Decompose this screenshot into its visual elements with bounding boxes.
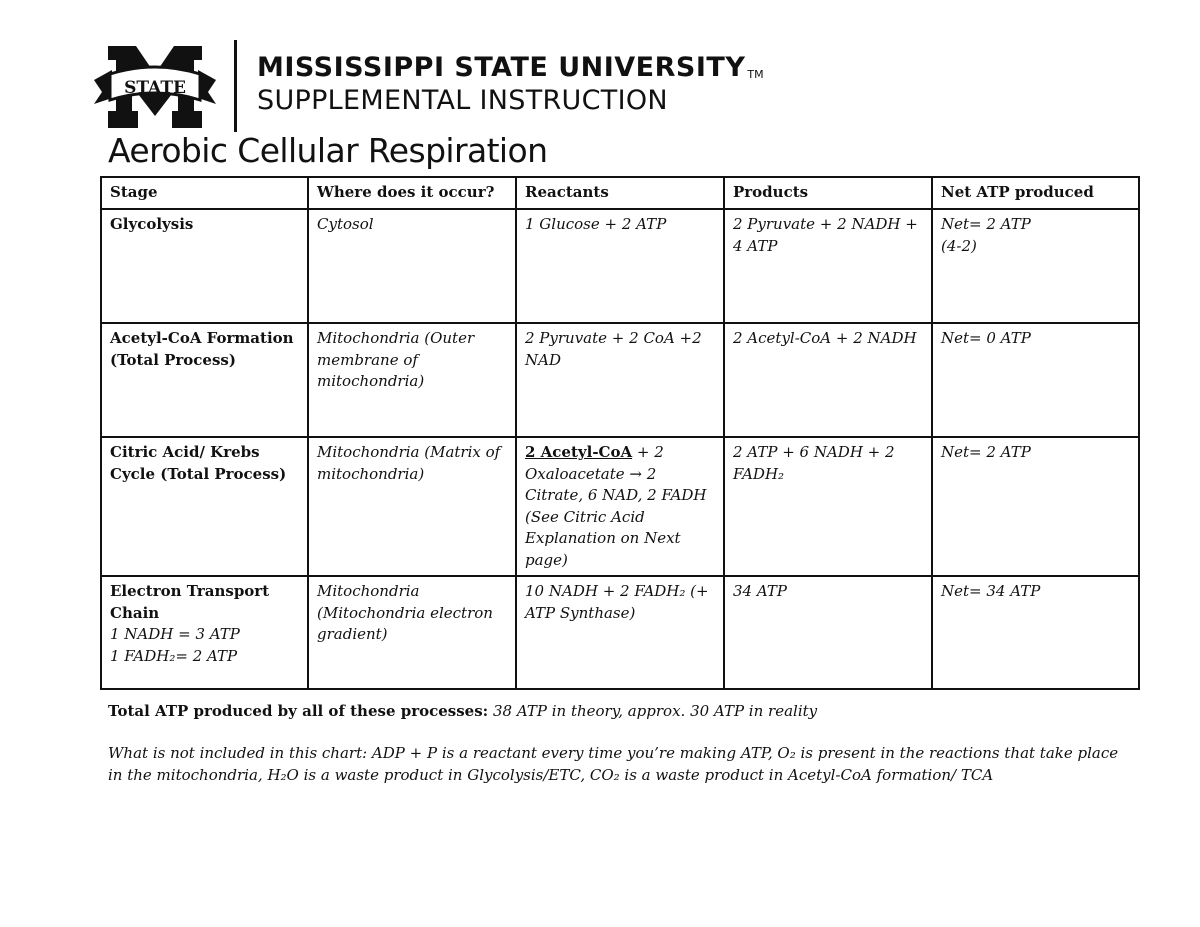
msu-logo bbox=[90, 38, 220, 133]
table-row bbox=[101, 437, 1139, 576]
stage-note: 1 NADH = 3 ATP bbox=[110, 625, 240, 643]
not-included-line: in the mitochondria, H₂O is a waste product in Glycolysis/ETC, CO₂ is a waste product in Acetyl-CoA formation/ TCA bbox=[108, 765, 994, 784]
cell-reactants: 1 Glucose + 2 ATP bbox=[516, 209, 724, 323]
table-row bbox=[101, 576, 1139, 689]
table-row bbox=[101, 323, 1139, 437]
header-stage: Stage bbox=[101, 177, 308, 209]
table-header-row bbox=[101, 177, 1139, 209]
respiration-table bbox=[100, 176, 1140, 690]
total-atp-label: Total ATP produced by all of these processes: bbox=[108, 702, 489, 720]
page-title: Aerobic Cellular Respiration bbox=[108, 131, 548, 170]
cell-products: 2 Acetyl-CoA + 2 NADH bbox=[724, 323, 932, 437]
total-atp-value: 38 ATP in theory, approx. 30 ATP in reality bbox=[492, 702, 818, 720]
cell-products: 2 ATP + 6 NADH + 2 FADH₂ bbox=[724, 437, 932, 576]
cell-products: 2 Pyruvate + 2 NADH + 4 ATP bbox=[724, 209, 932, 323]
university-name: MISSISSIPPI STATE UNIVERSITY TM bbox=[257, 52, 764, 83]
cell-reactants bbox=[516, 437, 724, 576]
program-name: SUPPLEMENTAL INSTRUCTION bbox=[257, 85, 668, 116]
reactants-rest: + 2 Oxaloacetate → 2 Citrate, 6 NAD, 2 FADH (See Citric Acid Explanation on Next page) bbox=[525, 443, 707, 569]
header-products: Products bbox=[724, 177, 932, 209]
cell-stage bbox=[101, 576, 308, 689]
cell-location: Mitochondria (Matrix of mitochondria) bbox=[308, 437, 516, 576]
cell-net-atp: Net= 0 ATP bbox=[932, 323, 1139, 437]
cell-net-atp: Net= 34 ATP bbox=[932, 576, 1139, 689]
cell-location: Mitochondria (Mitochondria electron gradient) bbox=[308, 576, 516, 689]
reactants-underlined: 2 Acetyl-CoA bbox=[525, 443, 633, 461]
cell-reactants: 10 NADH + 2 FADH₂ (+ ATP Synthase) bbox=[516, 576, 724, 689]
not-included-line: What is not included in this chart: ADP + P is a reactant every time you’re making ATP, O₂ is present in the reactions that take place bbox=[108, 744, 1119, 762]
header-reactants: Reactants bbox=[516, 177, 724, 209]
cell-net-atp bbox=[932, 209, 1139, 323]
logo-state-text: STATE bbox=[124, 78, 186, 98]
net-atp-value: Net= 2 ATP bbox=[941, 215, 1031, 233]
cell-products: 34 ATP bbox=[724, 576, 932, 689]
header bbox=[90, 38, 764, 133]
header-location: Where does it occur? bbox=[308, 177, 516, 209]
header-divider bbox=[234, 40, 237, 132]
cell-reactants: 2 Pyruvate + 2 CoA +2 NAD bbox=[516, 323, 724, 437]
header-net-atp: Net ATP produced bbox=[932, 177, 1139, 209]
net-atp-note: (4-2) bbox=[941, 236, 977, 255]
cell-stage: Acetyl-CoA Formation (Total Process) bbox=[101, 323, 308, 437]
cell-stage: Citric Acid/ Krebs Cycle (Total Process) bbox=[101, 437, 308, 576]
cell-net-atp: Net= 2 ATP bbox=[932, 437, 1139, 576]
cell-location: Cytosol bbox=[308, 209, 516, 323]
cell-location: Mitochondria (Outer membrane of mitochondria) bbox=[308, 323, 516, 437]
table-row bbox=[101, 209, 1139, 323]
stage-name: Electron Transport Chain bbox=[110, 582, 270, 622]
cell-stage: Glycolysis bbox=[101, 209, 308, 323]
total-atp-line bbox=[108, 701, 817, 722]
not-included-note bbox=[108, 743, 1118, 786]
stage-note: 1 FADH₂= 2 ATP bbox=[110, 646, 238, 665]
trademark-mark: TM bbox=[747, 68, 764, 81]
